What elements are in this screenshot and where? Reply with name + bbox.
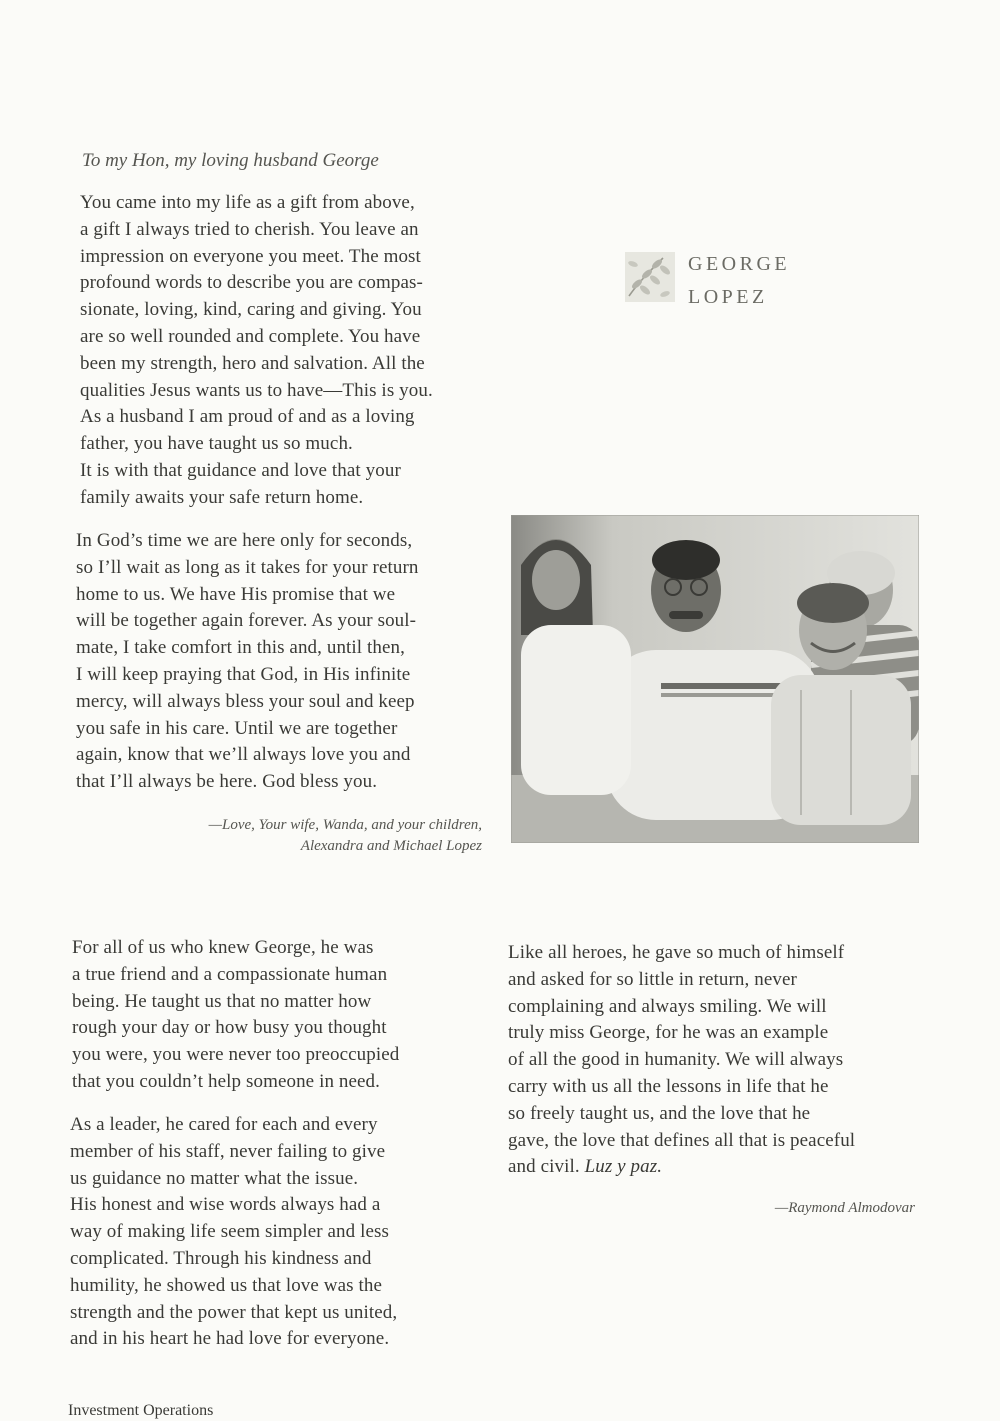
text-line: humility, he showed us that love was the [70,1274,382,1296]
text-line: being. He taught us that no matter how [72,990,372,1012]
text-line: member of his staff, never failing to give [70,1140,386,1162]
text-line: carry with us all the lessons in life that he [508,1075,829,1097]
text-line: so I’ll wait as long as it takes for your return [76,556,419,578]
leaf-pattern-icon [625,252,675,302]
text-line-start: and civil. [508,1156,580,1178]
text-line: qualities Jesus wants us to have—This is you. [80,379,433,401]
text-line: strength and the power that kept us united, [70,1301,398,1323]
text-line: In God’s time we are here only for seconds, [76,530,413,551]
text-line: mate, I take comfort in this and, until then, [76,637,406,659]
text-line: you were, you were never too preoccupied [72,1044,400,1066]
text-line: are so well rounded and complete. You have [80,325,421,347]
text-line: complaining and always smiling. We will [508,995,827,1017]
text-line: complicated. Through his kindness and [70,1247,372,1269]
family-photo-image [511,515,919,843]
signature-line: Alexandra and Michael Lopez [300,838,482,854]
text-line: As a husband I am proud of and as a loving [80,406,415,428]
text-line: You came into my life as a gift from above, [80,192,415,213]
text-line: father, you have taught us so much. [80,433,353,455]
text-line: been my strength, hero and salvation. All the [80,352,425,374]
text-line: gave, the love that defines all that is peaceful [508,1129,856,1151]
text-line: a true friend and a compassionate human [72,963,388,985]
text-line: Like all heroes, he gave so much of himself [508,942,845,963]
text-line: As a leader, he cared for each and every [70,1114,378,1135]
tribute-signature [775,1198,915,1219]
name-title [688,248,790,314]
text-line: and in his heart he had love for everyone. [70,1328,390,1350]
text-line: mercy, will always bless your soul and keep [76,690,415,712]
text-line: of all the good in humanity. We will always [508,1049,844,1071]
text-line: and asked for so little in return, never [508,968,797,990]
family-photo [511,515,919,843]
text-line: impression on everyone you meet. The most [80,245,421,267]
text-line: again, know that we’ll always love you and [76,744,411,766]
text-line: rough your day or how busy you thought [72,1017,387,1039]
signature-line: —Love, Your wife, Wanda, and your children, [208,817,482,833]
text-line: us guidance no matter what the issue. [70,1167,359,1189]
text-line: truly miss George, for he was an example [508,1022,829,1044]
text-line: that I’ll always be here. God bless you. [76,771,378,793]
text-line: home to us. We have His promise that we [76,583,396,605]
signature-line: —Raymond Almodovar [774,1200,915,1216]
text-line: profound words to describe you are compas- [80,272,423,294]
text-line: will be together again forever. As your soul- [76,610,417,632]
dedication-heading: To my Hon, my loving husband George [82,150,379,171]
letter-paragraph-2 [76,528,419,796]
text-line: so freely taught us, and the love that he [508,1102,811,1124]
text-line: For all of us who knew George, he was [72,937,374,958]
text-line: you safe in his care. Until we are together [76,717,398,739]
text-line: family awaits your safe return home. [80,486,364,508]
closing-phrase: Luz y paz. [584,1156,663,1178]
tribute-paragraph-3 [508,940,855,1181]
text-line: a gift I always tried to cherish. You leave an [80,218,419,240]
first-name: GEORGE [688,253,791,275]
text-line: that you couldn’t help someone in need. [72,1070,381,1092]
page-footer: Investment Operations [68,1402,214,1419]
last-name: LOPEZ [688,286,768,308]
letter-signature [209,815,482,857]
text-line: It is with that guidance and love that your [80,459,401,481]
tribute-paragraph-1 [72,935,399,1096]
tribute-paragraph-2 [70,1112,397,1353]
text-line: His honest and wise words always had a [70,1194,381,1216]
text-line: I will keep praying that God, in His infinite [76,663,411,685]
text-line [508,1154,855,1181]
letter-paragraph-1 [80,190,433,512]
text-line: way of making life seem simpler and less [70,1221,390,1243]
text-line: sionate, loving, kind, caring and giving. You [80,299,422,321]
